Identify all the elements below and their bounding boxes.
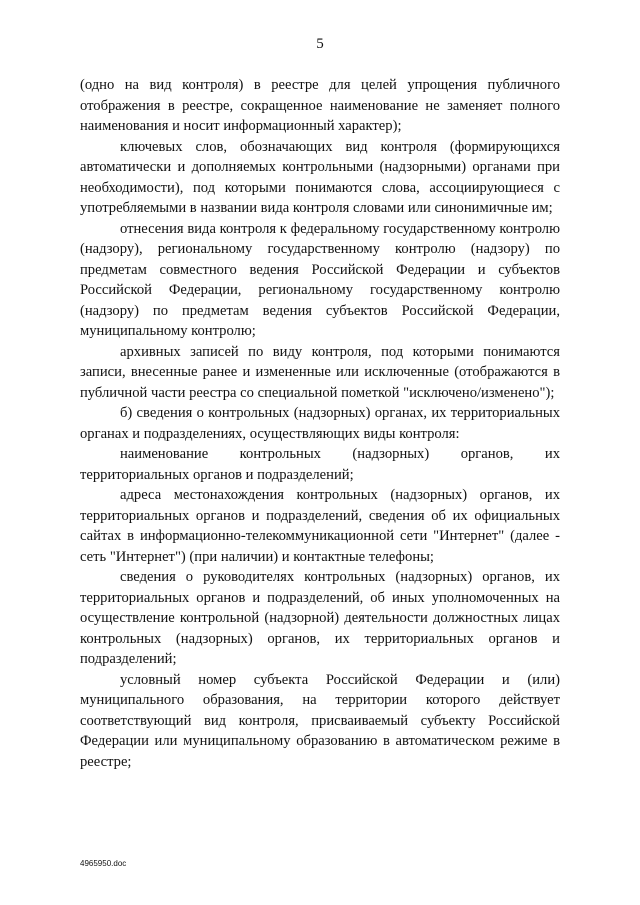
- paragraph-authority-names: наименование контрольных (надзорных) органов, их территориальных органов и подразделений;: [80, 446, 560, 483]
- paragraph-control-classification: отнесения вида контроля к федеральному государственному контролю (надзору), региональному государственному контролю (надзору) по предметам совместного ведения Российской Федерации и субъектов Российской Федерации, региональному государственному контролю (надзору) по предметам ведения субъектов Российской Федерации, муниципальному контролю;: [80, 220, 560, 339]
- paragraph-region-code: условный номер субъекта Российской Федерации и (или) муниципального образования, на территории которого действует соответствующий вид контроля, присваиваемый субъекту Российской Федерации или муниципальному образованию в автоматическом режиме в реестре;: [80, 671, 560, 770]
- paragraph-section-b: б) сведения о контрольных (надзорных) органах, их территориальных органах и подразделениях, осуществляющих виды контроля:: [80, 405, 560, 442]
- document-footer-filename: 4965950.doc: [80, 859, 127, 868]
- page-number: 5: [316, 36, 324, 52]
- paragraph-short-name-note: (одно на вид контроля) в реестре для целей упрощения публичного отображения в реестре, сокращенное наименование не заменяет полного наименования и носит информационный характер);: [80, 77, 560, 134]
- paragraph-authority-addresses: адреса местонахождения контрольных (надзорных) органов, их территориальных органов и подразделений, сведения об их официальных сайтах в информационно-телекоммуникационной сети "Интернет" (далее - сеть "Интернет") (при наличии) и контактные телефоны;: [80, 487, 560, 565]
- paragraph-authority-heads: сведения о руководителях контрольных (надзорных) органов, их территориальных органов и подразделений, об иных уполномоченных на осуществление контрольной (надзорной) деятельности должностных лицах контрольных (надзорных) органов, их территориальных органов и подразделений;: [80, 569, 560, 667]
- paragraph-keywords: ключевых слов, обозначающих вид контроля (формирующихся автоматически и дополняемых контрольными (надзорными) органами при необходимости), под которыми понимаются слова, ассоциирующиеся с употребляемыми в названии вида контроля словами или синонимичные им;: [80, 138, 560, 216]
- paragraph-archive-records: архивных записей по виду контроля, под которыми понимаются записи, внесенные ранее и измененные или исключенные (отображаются в публичной части реестра со специальной пометкой "исключено/изменено");: [80, 343, 560, 401]
- document-body: [80, 75, 560, 772]
